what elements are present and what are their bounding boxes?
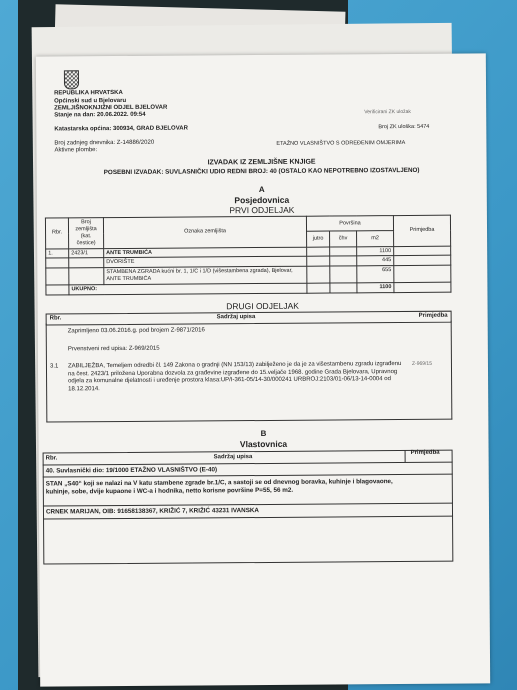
col-rbr: Rbr.: [49, 315, 62, 322]
cadastral-municipality: Katastarska općina: 300934, GRAD BJELOVAR: [54, 125, 188, 133]
cell-rbr: 1.: [46, 248, 69, 258]
table-total-row: [46, 282, 451, 295]
total-value: 1100: [357, 283, 394, 293]
document-page: [36, 53, 490, 686]
priority-text: Prvenstveni red upisa: Z-969/2015: [67, 345, 160, 353]
col-primjedba: Primjedba: [418, 312, 448, 319]
col-sadrzaj: Sadržaj upisa: [216, 314, 256, 321]
document-title: IZVADAK IZ ZEMLJIŠNE KNJIGE: [207, 158, 316, 167]
owner-line: CRNEK MARIJAN, OIB: 91658138367, KRIŽIĆ 7, KRIŽIĆ 43231 IVANSKA: [45, 507, 260, 516]
ownership-type: ETAŽNO VLASNIŠTVO S ODREĐENIM OMJERIMA: [276, 140, 406, 147]
entry-number: 3.1: [49, 363, 59, 370]
cell-m2: 1100: [357, 246, 394, 256]
cell-broj: 2423/1: [69, 248, 104, 258]
department-name: ZEMLJIŠNOKNJIŽNI ODJEL BJELOVAR: [54, 104, 168, 112]
entry-reference: Z-969/15: [411, 360, 432, 367]
divider: [405, 450, 406, 462]
section-a-subtitle: PRVI ODJELJAK: [229, 204, 295, 216]
cell-oznaka: ANTE TRUMBIĆA: [104, 247, 307, 258]
state-date: Stanje na dan: 20.06.2022. 09:54: [54, 111, 146, 119]
section-b-letter: B: [260, 428, 267, 439]
cell-m2: 655: [357, 266, 394, 283]
apartment-description: STAN „S40“ koji se nalazi na V katu stambene zgrade br.1/C, a sastoji se od dnevnog boravka, kuhinje i blagovaone, kuhinje, sobe, dvije kupaone i WC-a i hodnika, netto korisne površine P=55, 56 m2.: [45, 478, 393, 496]
document-subtitle: POSEBNI IZVADAK: SUVLASNIČKI UDIO REDNI BROJ: 40 (OSTALO KAO NEPOTREBNO IZOSTAVLJENO): [103, 166, 420, 177]
cell-oznaka: STAMBENA ZGRADA kućni br. 1, 1/C i 1/D (višestambena zgrada), Bjelovar, ANTE TRUMBIĆA: [104, 266, 307, 284]
section-a-letter: A: [258, 184, 265, 195]
cell-oznaka: DVORIŠTE: [104, 257, 307, 268]
col-broj: Broj zemljišta (kat. čestice): [68, 218, 103, 249]
col-povrsina: Površina: [306, 216, 393, 232]
col-sadrzaj: Sadržaj upisa: [213, 454, 253, 461]
col-chv: čhv: [330, 231, 357, 246]
verified-label: Verificirani ZK uložak: [364, 108, 411, 116]
cell-m2: 445: [357, 256, 394, 266]
section-a2-title: DRUGI ODJELJAK: [226, 300, 299, 312]
section-b-title: Vlastovnica: [239, 438, 288, 450]
col-primjedba: Primjedba: [393, 215, 450, 246]
col-rbr: Rbr.: [45, 218, 68, 249]
zk-number: Broj ZK uloška: 5474: [378, 123, 430, 131]
col-rbr: Rbr.: [45, 455, 58, 462]
share-line: 40. Suvlasnički dio: 19/1000 ETAŽNO VLASNIŠTVO (E-40): [45, 466, 218, 475]
section-a-title: Posjedovnica: [234, 194, 290, 206]
entry-text: ZABILJEŽBA, Temeljem odredbi čl. 149 Zakona o gradnji (NN 153/13) zabilježeno je da je za višestambenu zgradu izgrađenu na čest. 2423/1 priložena Uporabna dozvola za građevine izgrađene do 15.veljače 1968. godine Grada Bjelovara, Upravnog odjela za komunalne djelatnosti i uređenje prostora klasa:UP/I-361-05/14-30/000241 URBROJ:2103/01-06/13-14-0004 od 18.12.2014.: [67, 361, 402, 392]
last-diary: Broj zadnjeg dnevnika: Z-14886/2020: [54, 139, 155, 147]
coat-of-arms-icon: [64, 70, 79, 89]
col-jutro: jutro: [307, 231, 330, 246]
first-section-table: [45, 215, 452, 296]
total-label: UKUPNO:: [69, 283, 307, 295]
active-seals: Aktivne plombe:: [54, 147, 98, 154]
court-name: Općinski sud u Bjelovaru: [54, 97, 127, 105]
col-primjedba: Primjedba: [410, 449, 440, 456]
country-name: REPUBLIKA HRVATSKA: [54, 89, 123, 97]
col-m2: m2: [357, 231, 394, 247]
col-oznaka: Oznaka zemljišta: [103, 216, 306, 248]
received-text: Zaprimljeno 03.06.2016.g. pod brojem Z-9871/2016: [67, 327, 205, 335]
